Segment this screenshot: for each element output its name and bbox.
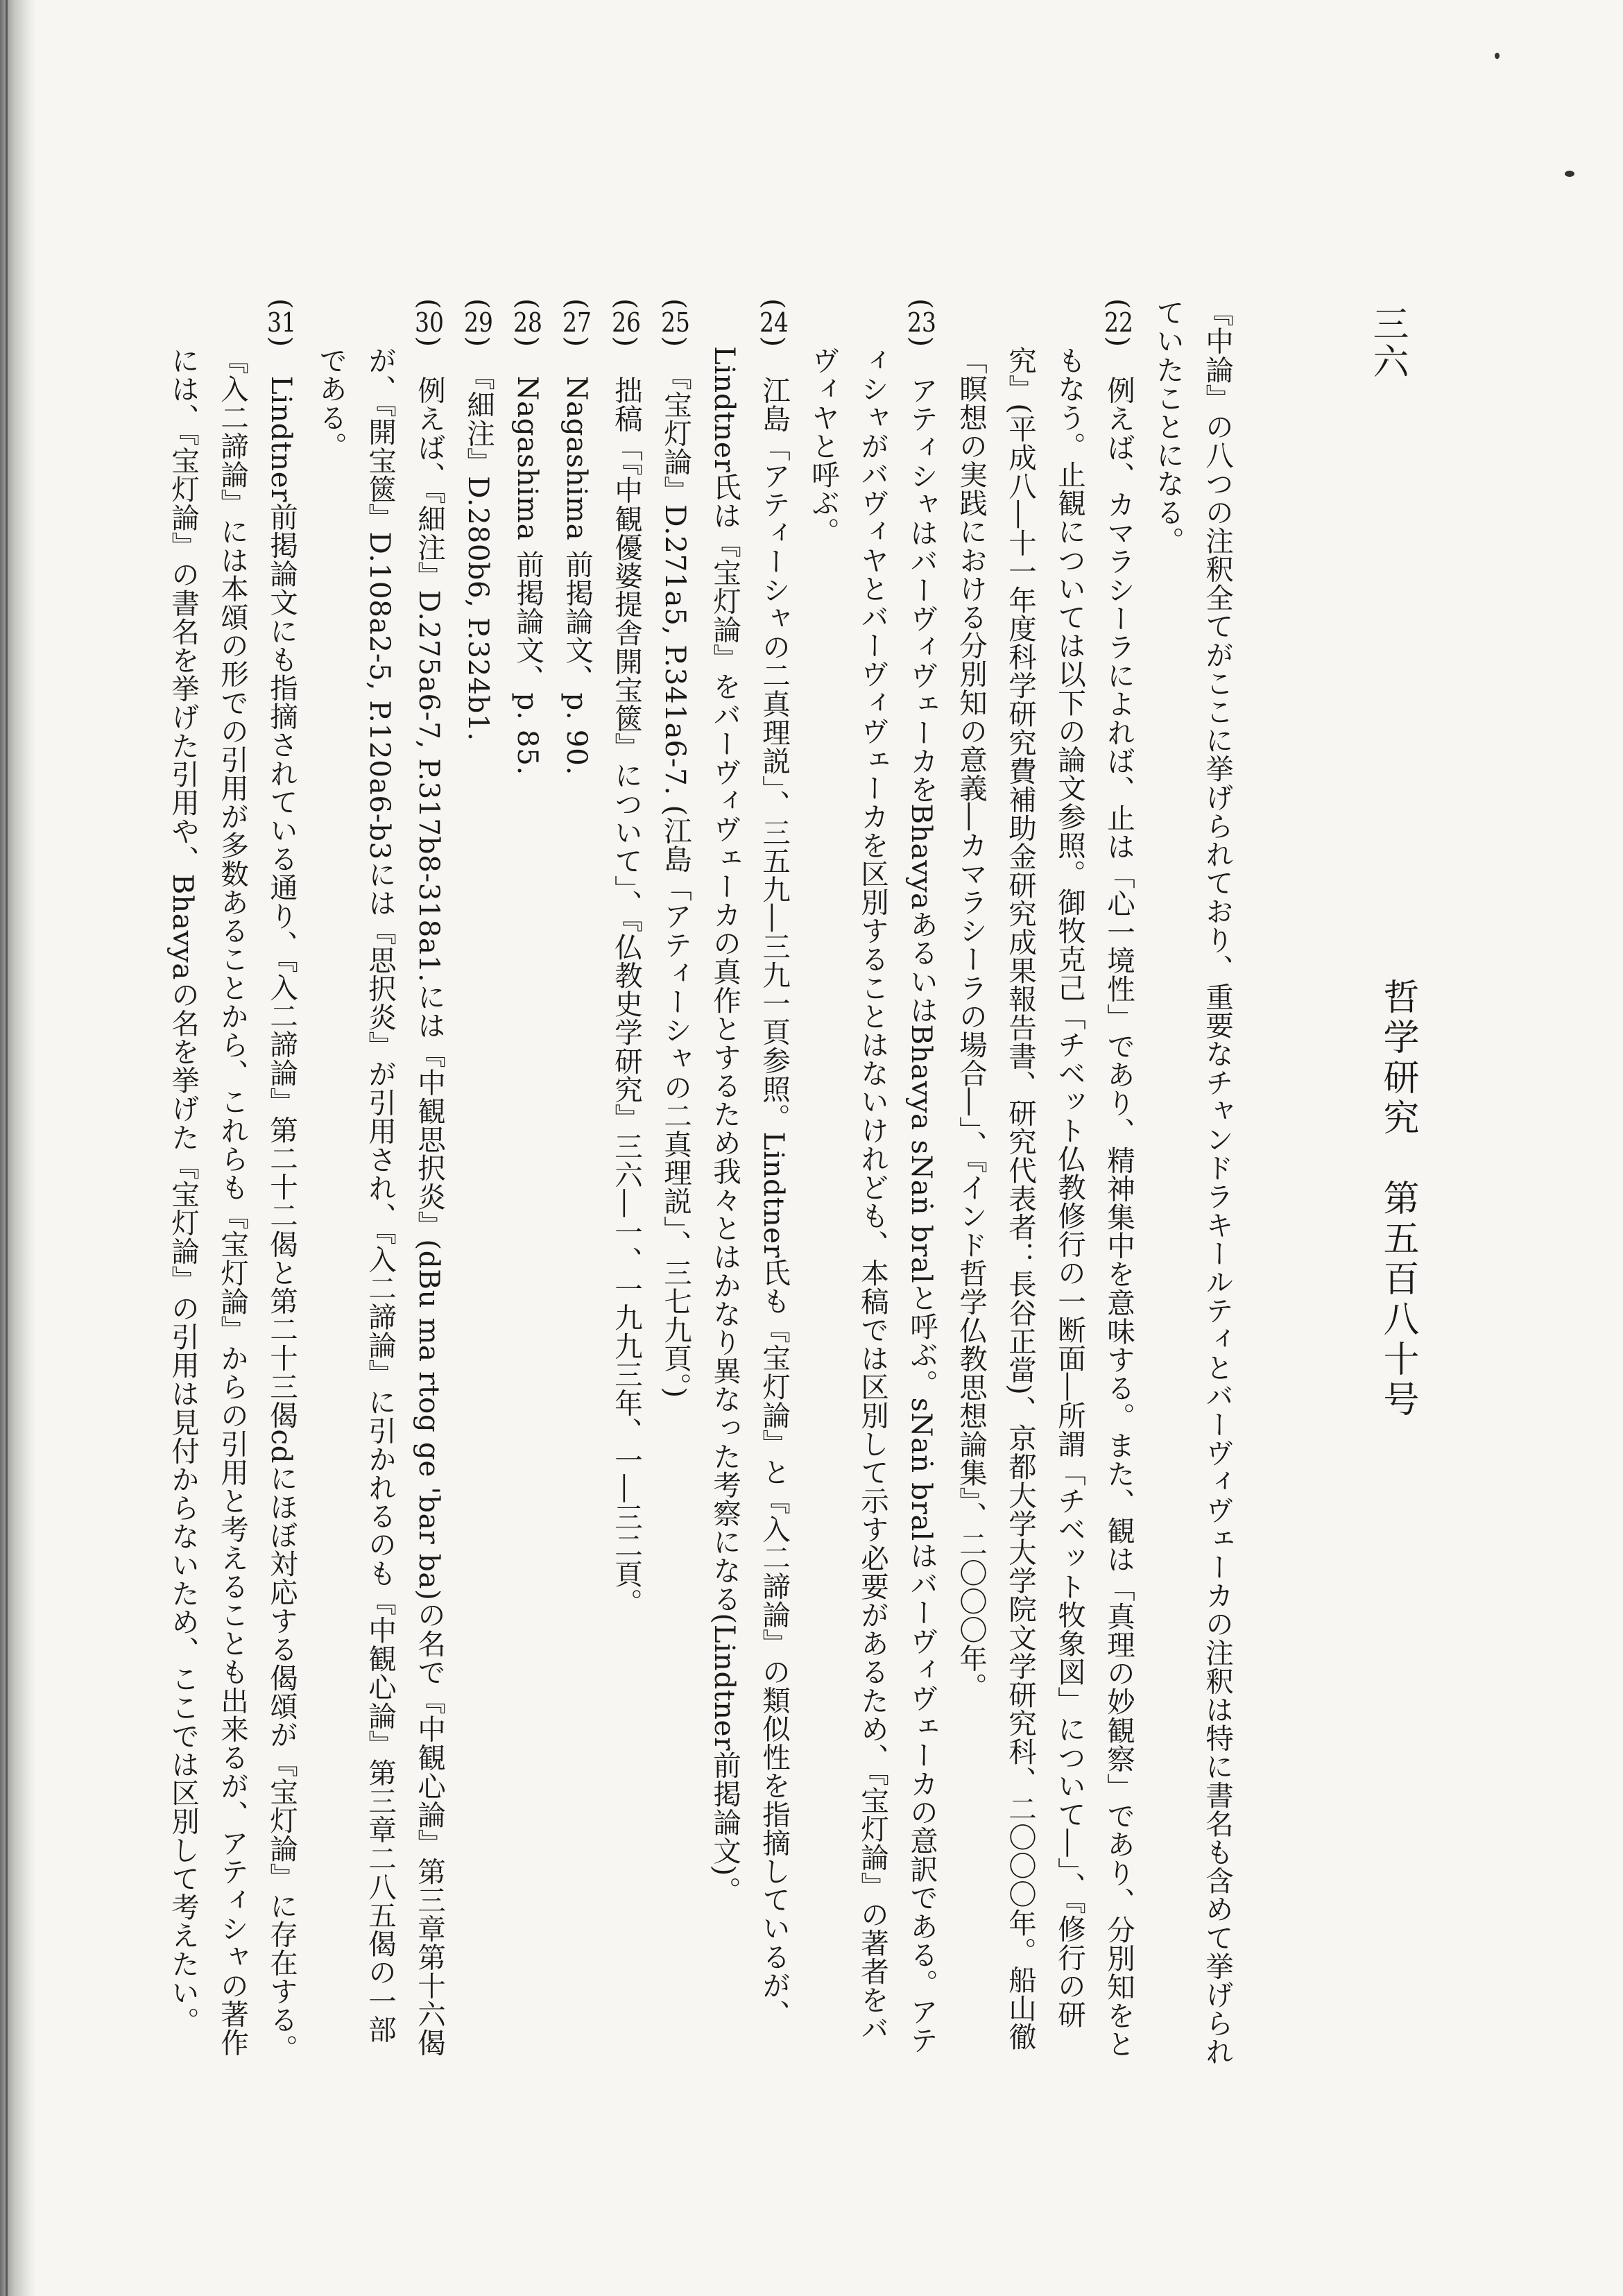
footnote-number: 23: [907, 309, 936, 336]
footnote-text: 『宝灯論』D.271a5, P.341a6-7. (江島「アティーシャの二真理説」、三七九頁。): [659, 375, 692, 1398]
scan-speck: [1495, 53, 1500, 59]
footnote-text: Nagashima 前掲論文、p. 90.: [560, 375, 594, 776]
footnote-26: (26) 拙稿「『中観優婆提舎開宝篋』について」、『仏教史学研究』三六―一、一九九三年、一―三二頁。: [610, 298, 643, 1617]
footnote-text: 拙稿「『中観優婆提舎開宝篋』について」、『仏教史学研究』三六―一、一九九三年、一―三二頁。: [610, 375, 643, 1617]
binding-edge-line: [6, 0, 8, 2296]
continuation-paragraph: 『中論』の八つの注釈全てがここに挙げられており、重要なチャンドラキールティとバーヴィヴェーカの注釈は特に書名も含めて挙げられていたことになる。: [1151, 298, 1234, 2066]
footnotes-block: [139, 298, 1242, 2067]
footnote-number: 30: [415, 309, 444, 336]
footnote-31: (31) Lindtner前掲論文にも指摘されている通り、『入二諦論』第二十二偈と第二十三偈cdにほぼ対応する偈頌が『宝灯論』に存在する。『入二諦論』には本頌の形での引用が多数あることから、これらも『宝灯論』からの引用と考えることも出来るが、アティシャの著作には、『宝灯論』の書名を挙げた引用や、Bhavyaの名を挙げた『宝灯論』の引用は見付からないため、ここでは区別して考えたい。: [166, 298, 298, 2063]
running-title: 哲学研究 第五百八十号: [1377, 978, 1418, 1421]
footnote-text: 例えば、カマラシーラによれば、止は「心一境性」であり、精神集中を意味する。また、観は「真理の妙観察」であり、分別知をともなう。止観については以下の論文参照。御牧克己「チベット仏教修行の一断面―所謂「チベット牧象図」について―」、『修行の研究』(平成八―十一年度科学研究費補助金研究成果報告書、研究代表者：長谷正當)、京都大学大学院文学研究科、二〇〇〇年。船山徹「瞑想の実践における分別知の意義―カマラシーラの場合―」、『インド哲学仏教思想論集』、二〇〇〇年。: [954, 345, 1135, 2058]
footnote-number: 24: [759, 309, 789, 336]
footnote-number: 28: [513, 309, 542, 336]
footnote-number: 25: [661, 309, 690, 336]
footnote-29: (29) 『細注』D.280b6, P.324b1.: [462, 298, 495, 742]
footnote-text: 例えば、『細注』D.275a6-7, P.317b8-318a1.には『中観思択炎』(dBu ma rtog ge 'bar ba)の名で『中観心論』第三章第十六偈が、『開宝篋』D.108a2-5, P.120a6-b3には『思択炎』が引用され、『入二諦論』に引かれるのも『中観心論』第三章二八五偈の一部である。: [314, 345, 446, 2057]
footnote-number: 31: [267, 309, 296, 336]
footnote-24: (24) 江島「アティーシャの二真理説」、三五九―三九一頁参照。Lindtner氏も『宝灯論』と『入二諦論』の類似性を指摘しているが、Lindtner氏は『宝灯論』をバーヴィヴェーカの真作とするため我々とはかなり異なった考察になる(Lindtner前掲論文)。: [708, 298, 791, 2028]
footnote-text: 『細注』D.280b6, P.324b1.: [462, 375, 495, 742]
footnote-22: (22) 例えば、カマラシーラによれば、止は「心一境性」であり、精神集中を意味する。また、観は「真理の妙観察」であり、分別知をともなう。止観については以下の論文参照。御牧克己「チベット仏教修行の一断面―所謂「チベット牧象図」について―」、『修行の研究』(平成八―十一年度科学研究費補助金研究成果報告書、研究代表者：長谷正當)、京都大学大学院文学研究科、二〇〇〇年。船山徹「瞑想の実践における分別知の意義―カマラシーラの場合―」、『インド哲学仏教思想論集』、二〇〇〇年。: [954, 298, 1135, 2058]
footnote-number: 27: [563, 309, 592, 336]
footnote-text: Lindtner前掲論文にも指摘されている通り、『入二諦論』第二十二偈と第二十三偈cdにほぼ対応する偈頌が『宝灯論』に存在する。『入二諦論』には本頌の形での引用が多数あることから、これらも『宝灯論』からの引用と考えることも出来るが、アティシャの著作には、『宝灯論』の書名を挙げた引用や、Bhavyaの名を挙げた『宝灯論』の引用は見付からないため、ここでは区別して考えたい。: [166, 345, 298, 2063]
footnote-number: 29: [464, 309, 493, 336]
footnote-text: アティシャはバーヴィヴェーカをBhavyaあるいはBhavya sNaṅ bralと呼ぶ。sNaṅ bralはバーヴィヴェーカの意訳である。アティシャがバヴィヤとバーヴィヴェーカを区別することはないけれども、本稿では区別して示す必要があるため、『宝灯論』の著者をバヴィヤと呼ぶ。: [807, 345, 938, 2055]
footnote-23: (23) アティシャはバーヴィヴェーカをBhavyaあるいはBhavya sNaṅ bralと呼ぶ。sNaṅ bralはバーヴィヴェーカの意訳である。アティシャがバヴィヤとバーヴィヴェーカを区別することはないけれども、本稿では区別して示す必要があるため、『宝灯論』の著者をバヴィヤと呼ぶ。: [807, 298, 938, 2055]
scan-speck: [1565, 171, 1574, 177]
footnote-text: 江島「アティーシャの二真理説」、三五九―三九一頁参照。Lindtner氏も『宝灯論』と『入二諦論』の類似性を指摘しているが、Lindtner氏は『宝灯論』をバーヴィヴェーカの真作とするため我々とはかなり異なった考察になる(Lindtner前掲論文)。: [708, 345, 791, 2028]
footnote-25: (25) 『宝灯論』D.271a5, P.341a6-7. (江島「アティーシャの二真理説」、三七九頁。): [659, 298, 692, 1398]
footnote-30: (30) 例えば、『細注』D.275a6-7, P.317b8-318a1.には『中観思択炎』(dBu ma rtog ge 'bar ba)の名で『中観心論』第三章第十六偈が、『開宝篋』D.108a2-5, P.120a6-b3には『思択炎』が引用され、『入二諦論』に引かれるのも『中観心論』第三章二八五偈の一部である。: [314, 298, 446, 2057]
footnote-number: 22: [1104, 309, 1133, 336]
footnote-28: (28) Nagashima 前掲論文、p. 85.: [511, 298, 544, 776]
footnote-27: (27) Nagashima 前掲論文、p. 90.: [560, 298, 594, 776]
page-number: 三六: [1366, 305, 1408, 380]
footnote-number: 26: [612, 309, 641, 336]
footnote-text: Nagashima 前掲論文、p. 85.: [511, 375, 544, 776]
